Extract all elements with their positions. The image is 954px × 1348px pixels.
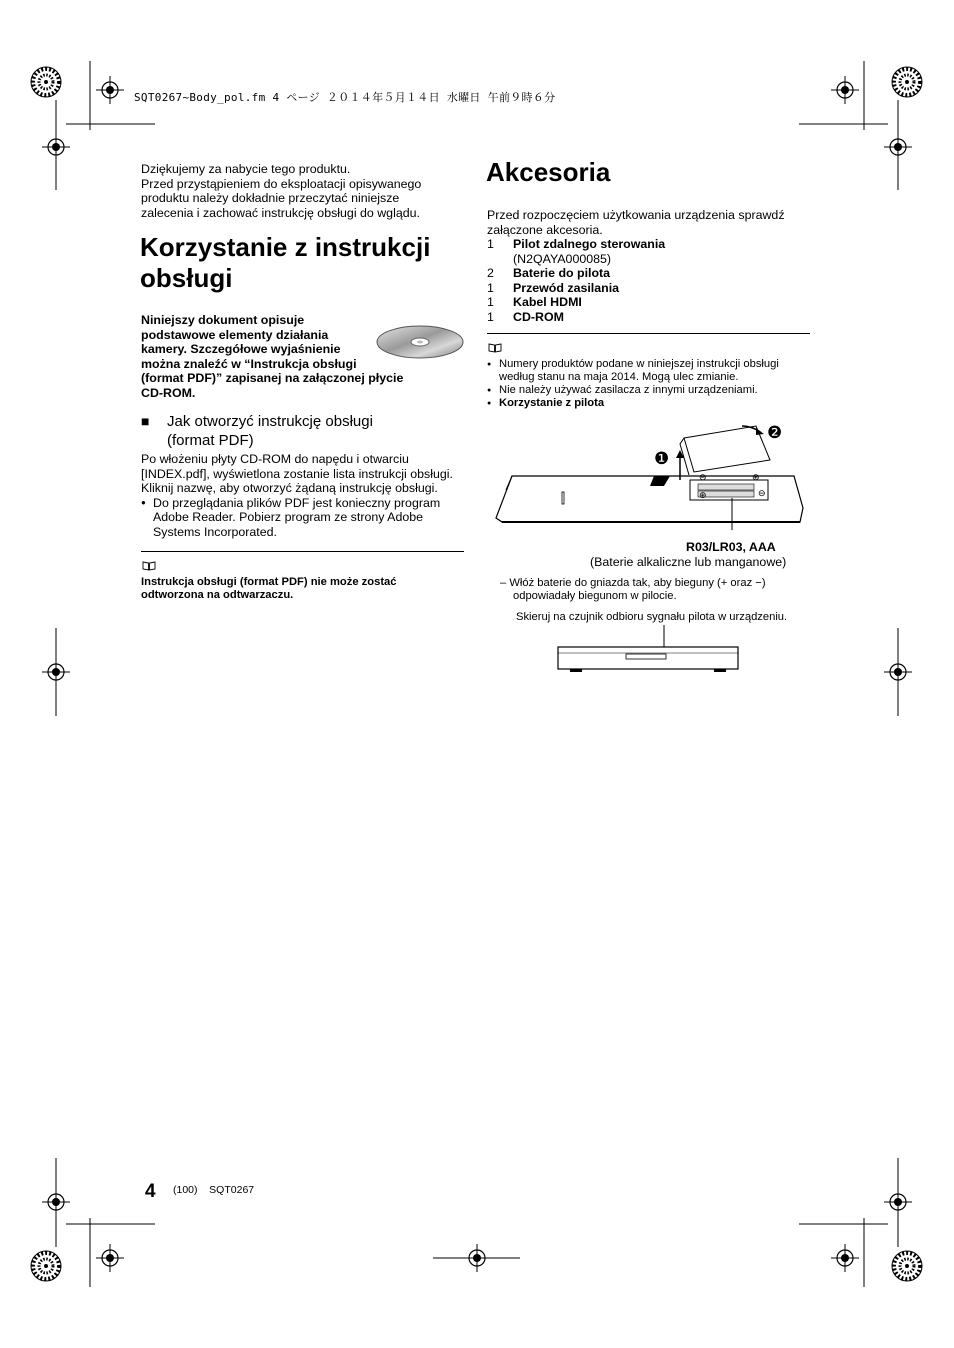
plus-terminal-icon: ⊕ <box>752 473 760 483</box>
page-code: (100) SQT0267 <box>173 1184 255 1196</box>
divider <box>487 333 810 334</box>
player-illustration <box>556 625 742 673</box>
cd-rom-image <box>376 324 464 360</box>
file-header: SQT0267~Body_pol.fm 4 ページ ２０１４年５月１４日 水曜日 午前９時６分 <box>134 91 556 104</box>
svg-text:⊕: ⊕ <box>699 491 707 501</box>
list-item: 1 Przewód zasilania <box>487 280 620 295</box>
accessories-list: 1 Pilot zdalnego sterowania (N2QAYA000085) 2 Baterie do pilota 1 Przewód zasilania 1 Kabel HDMI 1 CD-ROM <box>487 237 807 325</box>
square-bullet-icon: ■ <box>141 413 150 429</box>
svg-text:⊖: ⊖ <box>758 489 766 499</box>
divider <box>141 551 464 552</box>
sensor-note: Skieruj na czujnik odbioru sygnału pilota w urządzeniu. <box>516 611 788 623</box>
step-1-marker: ❶ <box>654 449 670 468</box>
list-item: ● Korzystanie z pilota <box>487 397 817 410</box>
list-item: 1 Pilot zdalnego sterowania <box>487 237 666 251</box>
section-title-instructions: Korzystanie z instrukcji obsługi <box>140 232 431 293</box>
cdrom-description: Niniejszy dokument opisuje podstawowe elementy działania kamery. Szczegółowe wyjaśnienie można znaleźć w “Instrukcja obsługi (format PDF)” zapisanej na załączonej płycie CD-ROM. <box>141 313 404 400</box>
intro-text: Dziękujemy za nabycie tego produktu. Przed przystąpieniem do eksploatacji opisywanego produktu należy dokładnie przeczytać niniejsze zalecenia i zachować instrukcję obsługi do wglądu. <box>141 162 422 220</box>
list-item: 1 Kabel HDMI <box>487 295 582 310</box>
remote-battery-illustration <box>494 420 806 530</box>
open-pdf-body: Po włożeniu płyty CD-ROM do napędu i otwarciu [INDEX.pdf], wyświetlona zostanie lista instrukcji obsługi. Kliknij nazwę, aby otworzyć żądaną instrukcję obsługi. ● Do przeglądania plików PDF jest konieczny program Adobe Reader. Pobierz program ze strony Adobe Systems Incorporated. <box>141 452 471 540</box>
subheading-open-pdf: ■ Jak otworzyć instrukcję obsługi (format PDF) <box>141 413 373 449</box>
section-title-accessories: Akcesoria <box>486 157 611 187</box>
list-item: ● Nie należy używać zasilacza z innymi urządzeniami. <box>487 384 817 397</box>
battery-sub: (Baterie alkaliczne lub manganowe) <box>590 555 787 569</box>
pdf-note: Instrukcja obsługi (format PDF) nie może zostać odtworzona na odtwarzaczu. <box>141 576 397 601</box>
book-icon <box>488 343 502 353</box>
book-icon <box>142 561 156 571</box>
accessories-notes <box>487 358 817 410</box>
battery-type: R03/LR03, AAA <box>686 540 776 554</box>
list-item: ● Numery produktów podane w niniejszej instrukcji obsługi według stanu na maja 2014. Mogą ulec zmianie. <box>487 358 817 384</box>
list-item: 2 Baterie do pilota <box>487 266 611 281</box>
list-item: ● Do przeglądania plików PDF jest konieczny program Adobe Reader. Pobierz program ze strony Adobe Systems Incorporated. <box>141 496 471 540</box>
page-number: 4 <box>145 1181 156 1202</box>
step-2-marker: ❷ <box>767 423 783 442</box>
list-item: 1 CD-ROM <box>487 309 564 324</box>
minus-terminal-icon: ⊖ <box>699 473 707 483</box>
battery-insert-note: – Włóż baterie do gniazda tak, aby bieguny (+ oraz −) odpowiadały biegunom w pilocie. <box>500 577 766 602</box>
accessories-intro: Przed rozpoczęciem użytkowania urządzenia sprawdź załączone akcesoria. <box>487 208 785 237</box>
